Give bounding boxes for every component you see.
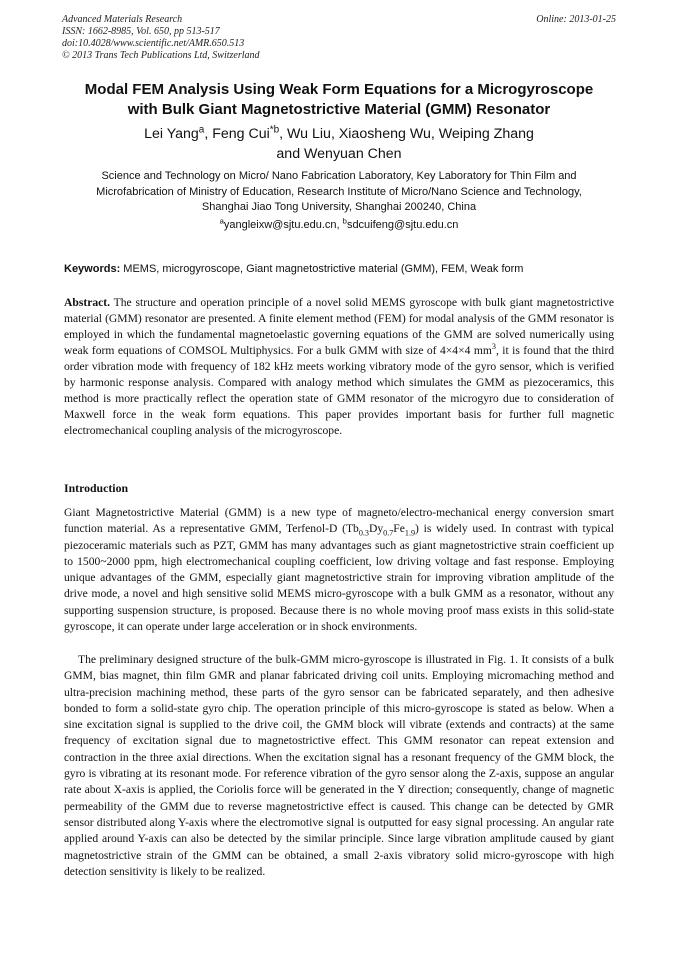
introduction-paragraph-2: [64, 652, 614, 880]
affiliation-line-2: Microfabrication of Ministry of Education, Research Institute of Micro/Nano Science and Technology,: [96, 185, 582, 198]
author-line-1: [40, 124, 638, 144]
abstract-label: Abstract.: [64, 296, 111, 309]
paragraph: The preliminary designed structure of the bulk-GMM micro-gyroscope is illustrated in Fig. 1. It consists of a bulk GMM, bias magnet, thin film GMR and planar fabricated driving coil units. Employing micromaching method and ultra-precision machining method, these parts of the gyro sensor can be fabricated separately, and then adhesive bonded to form a solid-state gyro chip. The operation principle of this micro-gyroscope is stated as below. When a sine excitation signal is supplied to the drive coil, the GMM block will vibrate (extends and contracts) at the same frequency of excitation signal due to magnetostrictive effect. This GMM resonator can repeat extension and contraction in the three axial directions. When the excitation signal has a resonant frequency of the GMM block, the gyro is vibrating at its resonant mode. For reference vibration of the gyro sensor along the Z-axis, suppose an angular rate about X-axis is applied, the Coriolis force will be generated in the Y direction; consequently, change of magnetic permeability of the GMM due to reverse magnetostrictive effect is caused. This change can be detected by GMR sensor distributed along Y-axis where the electromotive signal is outputted for easy signal processing. An angular rate applied around Y-axis can also be detected by the similar principle. Since large vibration amplitude caused by giant magnetostrictive strain of the GMM can be obtained, a small 2-axis vibratory solid micro-gyroscope with high detection sensitivity is likely to be realized.: [64, 653, 614, 878]
affiliation-line-3: Shanghai Jiao Tong University, Shanghai 200240, China: [201, 201, 477, 213]
author-name: , Feng Cui: [204, 126, 270, 142]
affiliation-line-1: Science and Technology on Micro/ Nano Fabrication Laboratory, Key Laboratory for Thin Film and: [101, 170, 577, 182]
abstract-superscript: 3: [491, 342, 496, 352]
paragraph: [64, 505, 614, 635]
journal-name: Advanced Materials Research: [62, 14, 183, 25]
keywords: [64, 262, 616, 276]
author-names: , Wu Liu, Xiaosheng Wu, Weiping Zhang: [279, 126, 534, 142]
email-link[interactable]: yangleixw@sjtu.edu.cn,: [223, 219, 343, 231]
author-emails: [40, 218, 638, 232]
author-list: [40, 124, 638, 164]
author-line-2: and Wenyuan Chen: [276, 146, 402, 162]
paragraph-text: Giant Magnetostrictive Material (GMM) is a new type of magneto/electro-mechanical energy conversion smart function material. As a representative GMM, Terfenol-D (Tb: [64, 506, 614, 536]
email-mark: b: [342, 216, 347, 226]
journal-issn: ISSN: 1662-8985, Vol. 650, pp 513-517: [62, 26, 220, 37]
email-link[interactable]: sdcuifeng@sjtu.edu.cn: [346, 219, 459, 231]
introduction-paragraph-1: [64, 505, 614, 635]
affiliation: [40, 169, 638, 216]
author-affil-mark: a: [198, 124, 205, 136]
abstract: [64, 295, 614, 439]
email-mark: a: [219, 216, 224, 226]
subscript: 0.7: [383, 528, 394, 538]
author-name: Lei Yang: [144, 126, 199, 142]
paragraph-text: Dy: [368, 522, 384, 536]
section-heading-introduction: Introduction: [64, 481, 129, 495]
journal-doi: doi:10.4028/www.scientific.net/AMR.650.513: [62, 38, 245, 49]
title-line-2: with Bulk Giant Magnetostrictive Material (GMM) Resonator: [127, 101, 551, 118]
paragraph-text: ) is widely used. In contrast with typical piezoceramic materials such as PZT, GMM has many advantages such as giant magnetostrictive strain coefficient up to 1500~2000 ppm, high electromechanical coupling coefficient, low driving voltage and fast response. Employing unique advantages of the GMM, especially giant magnetostrictive strain for improving vibration amplitude of the drive mode, a novel and high sensitive solid MEMS micro-gyroscope with a bulk GMM as a resonator, without any supporting suspension structure, is proposed. Because there is no whole moving proof mass exists in this solid-state gyroscope, it can operate under large acceleration or in shock environments.: [64, 522, 615, 634]
paper-title: [40, 80, 638, 120]
author-affil-mark: *b: [269, 124, 280, 136]
subscript: 1.9: [404, 528, 416, 538]
journal-header: [62, 14, 260, 62]
online-date: Online: 2013-01-25: [536, 14, 616, 25]
journal-copyright: © 2013 Trans Tech Publications Ltd, Switzerland: [62, 50, 260, 61]
subscript: 0.3: [358, 528, 369, 538]
paragraph-text: Fe: [393, 522, 405, 536]
keywords-label: Keywords:: [64, 263, 121, 275]
abstract-text: , it is found that the third order vibration mode with frequency of 182 kHz meets working vibratory mode of the gyro sensor, which is verified by harmonic response analysis. Compared with analogy method which simulates the GMM as piezoceramics, this method is more practically reflect the operation state of GMM resonator of the microgyro due to consideration of Maxwell force in the weak form equations. This paper provides important basis for further full magnetic electromechanical coupling analysis of the microgyroscope.: [64, 344, 614, 437]
title-line-1: Modal FEM Analysis Using Weak Form Equations for a Microgyroscope: [84, 81, 594, 98]
keywords-text: MEMS, microgyroscope, Giant magnetostrictive material (GMM), FEM, Weak form: [120, 263, 524, 275]
abstract-text: The structure and operation principle of a novel solid MEMS gyroscope with bulk giant magnetostrictive material (GMM) resonator are presented. A finite element method (FEM) for modal analysis of the GMM resonator is employed in which the fundamental magnetoelastic governing equations of the GMM are solved numerically using weak form equations of COMSOL Multiphysics. For a bulk GMM with size of 4×4×4 mm: [64, 296, 614, 357]
